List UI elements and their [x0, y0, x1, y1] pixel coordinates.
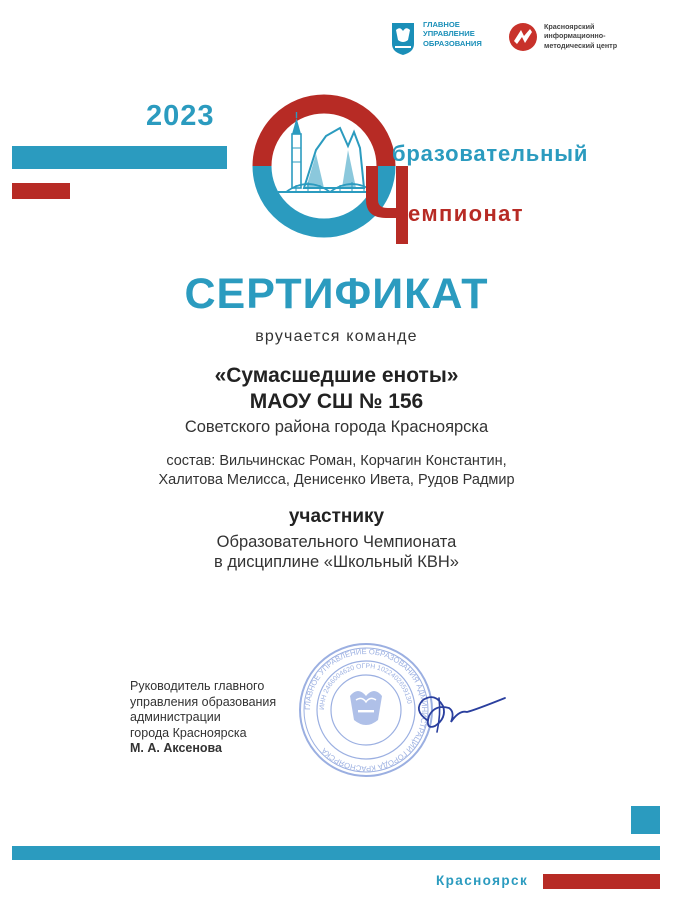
signatory-title-line: управления образования [130, 694, 277, 709]
participation-status: участнику [288, 506, 385, 527]
footer-city: Красноярск [436, 873, 529, 888]
handwritten-signature [405, 686, 515, 736]
education-department-logo-text: ГЛАВНОЕ УПРАВЛЕНИЕ ОБРАЗОВАНИЯ [423, 20, 482, 48]
stamp-inner-text: ИНН 2466004620 ОГРН 1022402659130 [318, 662, 413, 711]
school-name: МАОУ СШ № 156 [249, 390, 424, 413]
championship-name: Образовательного Чемпионата [216, 533, 457, 551]
methodical-center-icon [508, 22, 538, 52]
decor-square-blue [631, 806, 660, 834]
team-members-line: состав: Вильчинскас Роман, Корчагин Константин, [166, 453, 507, 469]
decor-bar-blue [12, 146, 227, 169]
signatory-title-line: администрации [130, 710, 221, 724]
crest-icon [391, 22, 415, 56]
footer-bar-red [543, 874, 660, 889]
methodical-center-logo [508, 20, 658, 60]
decor-bar-red [12, 183, 70, 199]
signatory-title-line: города Красноярска [130, 725, 247, 740]
signatory-title-line: Руководитель главного [130, 679, 265, 693]
championship-emblem [244, 88, 414, 244]
stamp-outer-text: ГЛАВНОЕ УПРАВЛЕНИЕ ОБРАЗОВАНИЯ АДМИНИСТРАЦИИ ГОРОДА КРАСНОЯРСКА [302, 646, 430, 774]
footer-bar-blue [12, 846, 660, 860]
awarded-to-text: вручается команде [255, 328, 418, 345]
district-text: Советского района города Красноярска [184, 418, 489, 436]
team-members-line: Халитова Мелисса, Денисенко Ивета, Рудов Радмир [158, 472, 515, 488]
signatory-name: М. А. Аксенова [130, 741, 223, 755]
championship-word-educational: бразовательный [392, 141, 589, 166]
methodical-center-logo-text: Красноярский информационно- методический центр [544, 22, 618, 50]
discipline-name: в дисциплине «Школьный КВН» [214, 553, 459, 571]
education-department-logo [391, 20, 501, 60]
signatory-block [130, 679, 276, 757]
championship-word-championship: емпионат [408, 201, 524, 226]
year-label: 2023 [146, 100, 215, 132]
team-name: «Сумасшедшие еноты» [214, 364, 459, 387]
certificate-title: СЕРТИФИКАТ [184, 270, 489, 318]
